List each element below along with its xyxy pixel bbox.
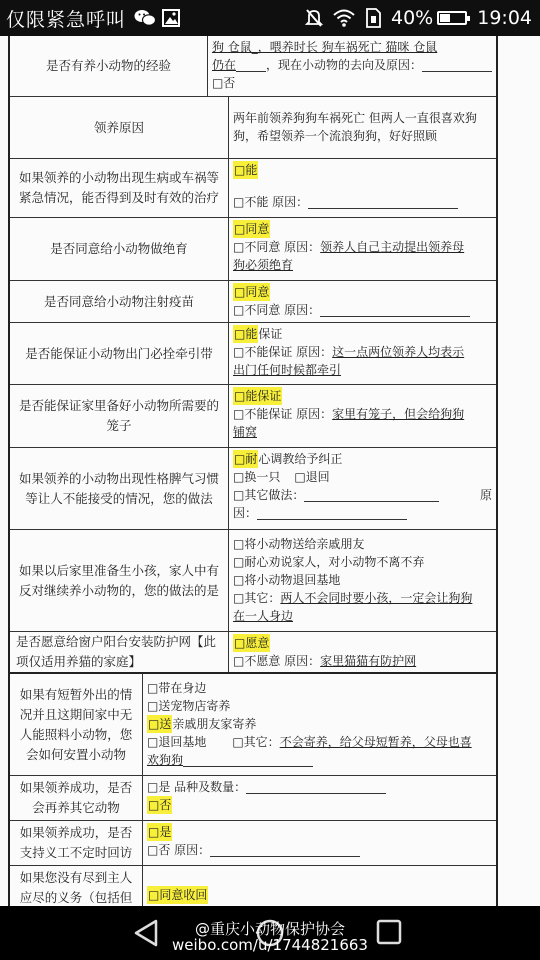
question-net: 是否愿意给窗户阳台安装防护网【此项仅适用养猫的家庭】	[10, 632, 229, 672]
question-reason: 领养原因	[10, 97, 229, 158]
answer-net: □愿意 □不愿意 原因： 家里猫猫有防护网	[233, 636, 417, 668]
form-row-treatment	[10, 159, 496, 218]
form-row-behavior	[10, 448, 496, 530]
question-cage: 是否能保证家里备好小动物所需要的笼子	[10, 385, 229, 447]
wechat-icon	[134, 9, 156, 27]
answer-revisit: □是 □否 原因：	[143, 821, 496, 865]
form-row-vaccine	[10, 281, 496, 323]
question-baby: 如果以后家里准备生小孩，家人中有反对继续养小动物的，您的做法的是	[10, 530, 229, 631]
answer-vaccine: □同意 □不同意 原因：	[229, 281, 496, 322]
gallery-icon	[162, 9, 180, 27]
document-image	[0, 36, 540, 906]
question-treatment: 如果领养的小动物出现生病或车祸等紧急情况，能否得到及时有效的治疗	[10, 159, 229, 217]
battery-percent: 40%	[391, 7, 434, 29]
question-neuter: 是否同意给小动物做绝育	[10, 218, 229, 280]
answer-other-pets: □是 品种及数量： □否	[143, 776, 496, 820]
answer-duty: □同意收回	[148, 888, 208, 902]
answer-experience: 狗 仓鼠_，喂养时长 狗车祸死亡 猫咪 仓鼠 仍在 ，现在小动物的去向及原因： □否	[208, 36, 496, 96]
form-row-reason	[10, 97, 496, 159]
question-travel: 如果有短暂外出的情况并且这期间家中无人能照料小动物，您会如何安置小动物	[10, 674, 143, 775]
answer-reason: 两年前领养狗狗车祸死亡 但两人一直很喜欢狗 狗，希望领养一个流浪狗狗，好好照顾	[233, 111, 477, 143]
answer-treatment: □能 □不能 原因：	[229, 159, 496, 217]
clock: 19:04	[477, 7, 532, 29]
form-row-other-pets	[10, 776, 496, 821]
form-row-cage	[10, 385, 496, 448]
watermark-url: weibo.com/u/1744821663	[172, 936, 368, 954]
mute-icon	[305, 8, 323, 28]
question-duty: 如果您没有尽到主人应尽的义务（包括但	[10, 866, 143, 926]
form-row-revisit	[10, 821, 496, 866]
answer-travel: □带在身边 □送宠物店寄养 □送 亲戚朋友家寄养 □退回基地 □其它： 不会寄养，给父母短暂养，父母也喜 欢狗狗	[147, 681, 472, 767]
answer-cage: □能保证 □不能保证 原因： 家里有笼子，但会给狗狗 铺窝	[233, 389, 465, 439]
status-bar	[0, 0, 540, 36]
answer-behavior: □耐 心调教给予纠正 □换一只 □退回 □其它做法： 原 因：	[233, 452, 492, 520]
question-other-pets: 如果领养成功，是否会再养其它动物	[10, 776, 143, 820]
answer-neuter: □同意 □不同意 原因： 领养人自己主动提出领养母 狗必须绝育	[233, 222, 465, 272]
form-row-baby	[10, 530, 496, 632]
form-row-leash	[10, 323, 496, 385]
status-bar-title: 仅限紧急呼叫	[6, 8, 127, 31]
form-row-experience	[10, 36, 496, 97]
form-row-travel	[10, 674, 496, 776]
wifi-icon	[333, 9, 355, 27]
question-experience: 是否有养小动物的经验	[10, 36, 208, 96]
answer-leash: □能 保证 □不能保证 原因： 这一点两位领养人均表示 出门任何时候都牵引	[233, 327, 465, 377]
sim-icon	[365, 8, 381, 28]
question-leash: 是否能保证小动物出门必拴牵引带	[10, 323, 229, 384]
question-vaccine: 是否同意给小动物注射疫苗	[10, 281, 229, 322]
battery-icon	[437, 11, 467, 25]
watermark-handle: @重庆小动物保护协会	[194, 920, 345, 938]
adoption-form-table	[8, 36, 498, 926]
answer-baby: □将小动物送给亲戚朋友 □耐心劝说家人，对小动物不离不弃 □将小动物退回基地 □其它： 两人不会同时要小孩，一定会让狗狗 在一人身边	[233, 537, 473, 623]
question-revisit: 如果领养成功，是否支持义工不定时回访	[10, 821, 143, 865]
form-row-net	[10, 632, 496, 674]
question-behavior: 如果领养的小动物出现性格脾气习惯等让人不能接受的情况，您的做法	[10, 448, 229, 529]
form-row-neuter	[10, 218, 496, 281]
